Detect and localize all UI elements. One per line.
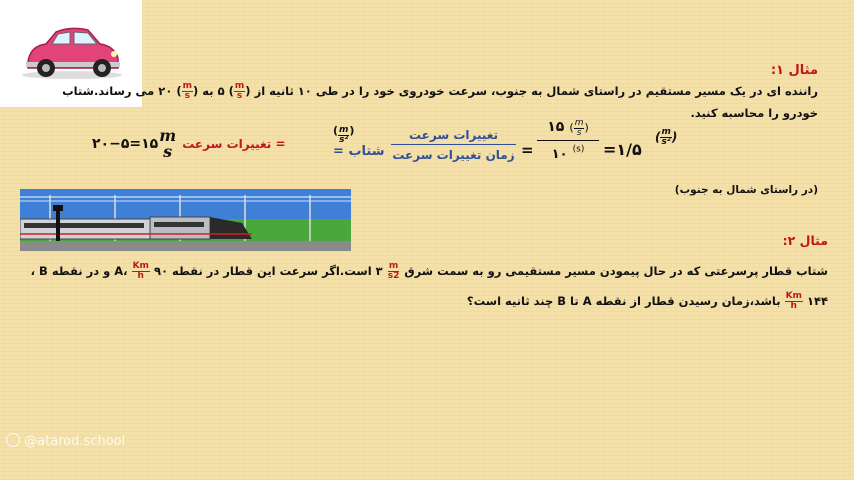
speed-unit-fraction-2: $\frac{Km}{h}$ <box>785 291 802 311</box>
example1-line1 <box>62 82 818 101</box>
accel-unit-fraction: $\frac{m}{s2}$ <box>387 261 400 281</box>
velocity-change-label: = تغییرات سرعت <box>182 137 286 151</box>
acceleration-value-fraction: ۱۵ ( $\frac{m}{s}$ ) ۱۰ $^{(s)}$ <box>537 116 599 162</box>
example2-line1 <box>31 262 828 281</box>
train-illustration <box>20 189 351 251</box>
example2-text-c: ۹۰ و در نقطه B ، <box>30 264 168 278</box>
example1-heading: مثال ۱: <box>770 63 818 78</box>
example1-text-a: راننده ای در یک مسیر مستقیم در راستای شمال به جنوب، سرعت خودروی خود را در طی ۱۰ ثانیه از <box>254 84 818 98</box>
example1-line2: خودرو را محاسبه کنید. <box>690 106 818 120</box>
acceleration-word-fraction: تغییرات سرعت زمان تغییرات سرعت <box>392 128 515 162</box>
acceleration-result: =۱/۵ <box>603 140 642 159</box>
watermark: @atarod.school <box>6 433 125 449</box>
example2-heading: مثال ۲: <box>782 233 828 248</box>
unit-fraction-1: ( $\frac{m}{s}$ ) <box>228 81 251 101</box>
example2-text-b: ۳ است.اگر سرعت این قطار در نقطه A، <box>114 264 383 278</box>
unit-fraction-2: ( $\frac{m}{s}$ ) <box>176 81 199 101</box>
logo-icon <box>6 433 20 447</box>
train-icon <box>20 189 351 251</box>
example2-text-a: شتاب قطار پرسرعتی که در حال پیمودن مسیر مستقیمی رو به سمت شرق <box>404 264 828 278</box>
result-unit: ( $\frac{m}{\text{s²}}$ ) <box>333 124 355 146</box>
example2-line2 <box>467 292 828 311</box>
acceleration-result-unit: ( $\frac{m}{\text{s²}}$ ) <box>655 127 678 147</box>
direction-note: (در راستای شمال به جنوب) <box>674 184 818 196</box>
speed-unit-fraction-1: $\frac{Km}{h}$ <box>132 261 149 281</box>
example1-text-v1: ۵ به <box>202 84 225 98</box>
acceleration-label: شتاب = <box>333 144 385 159</box>
example2-text-e: باشد،زمان رسیدن قطار از نقطه A تا B چند ثانیه است؟ <box>466 294 781 308</box>
example1-text-v2: ۲۰ می رساند.شتاب <box>62 84 173 98</box>
example2-text-d: ۱۴۴ <box>806 294 828 308</box>
velocity-change-formula <box>92 128 286 160</box>
acceleration-formula-body <box>333 117 713 180</box>
velocity-change-value: ۲۰−۵=۱۵ m s <box>92 126 177 161</box>
equals-sign: = <box>521 141 534 159</box>
